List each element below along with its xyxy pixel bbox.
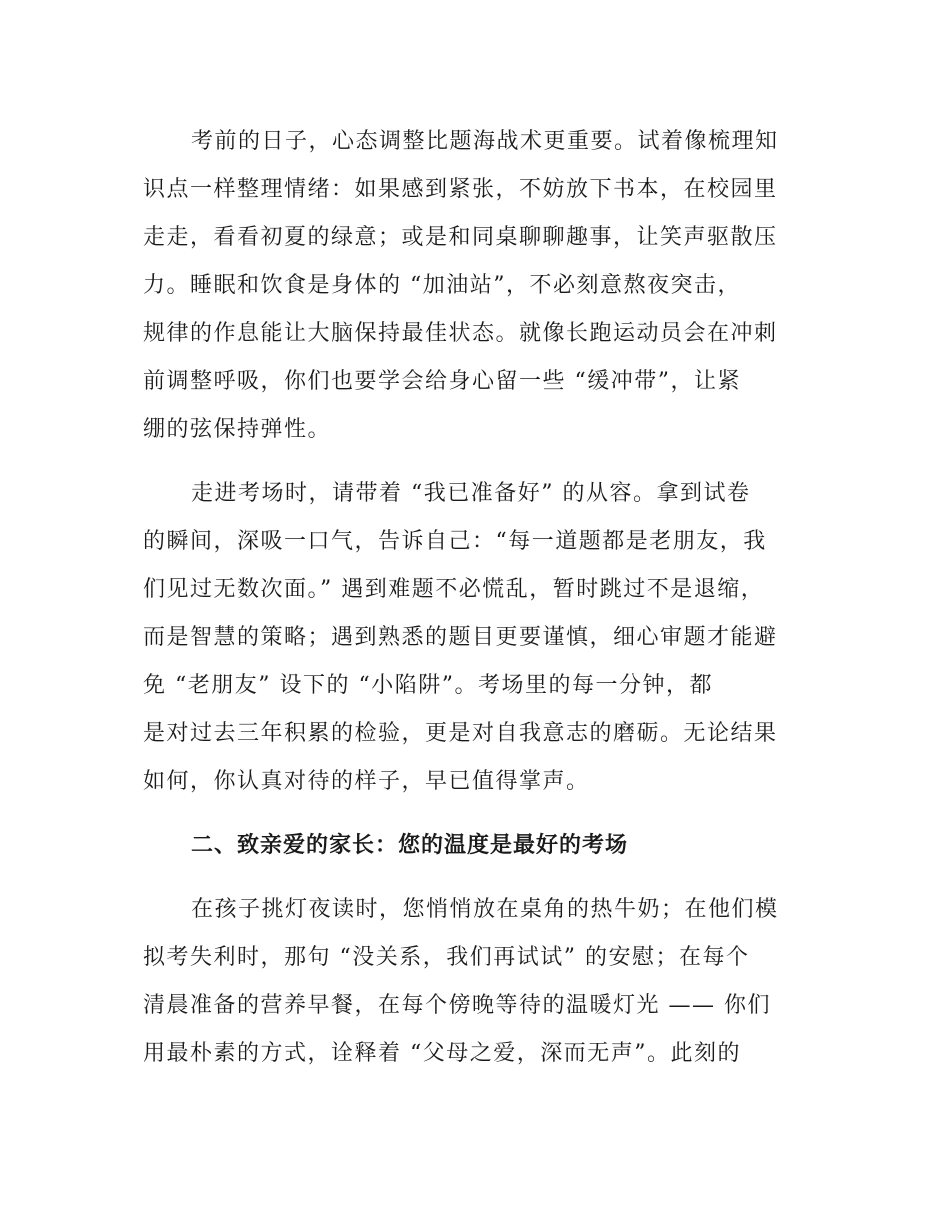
paragraph-exam-room — [143, 470, 810, 806]
text-line: 的瞬间，深吸一口气，告诉自己：“每一道题都是老朋友，我 — [143, 529, 767, 554]
text-line: 拟考失利时，那句 “没关系，我们再试试” 的安慰；在每个 — [143, 945, 750, 970]
document-body — [143, 118, 810, 1078]
text-line: 而是智慧的策略；遇到熟悉的题目更要谨慎，细心审题才能避 — [143, 625, 778, 650]
text-line: 清晨准备的营养早餐，在每个傍晚等待的温暖灯光 —— 你们 — [143, 993, 771, 1018]
paragraph-exam-mindset — [143, 118, 810, 454]
text-line: 识点一样整理情绪：如果感到紧张，不妨放下书本，在校园里 — [143, 177, 778, 202]
section-heading-text: 二、致亲爱的家长：您的温度是最好的考场 — [191, 833, 629, 858]
text-line: 规律的作息能让大脑保持最佳状态。就像长跑运动员会在冲刺 — [143, 321, 778, 346]
text-line: 走走，看看初夏的绿意；或是和同桌聊聊趣事，让笑声驱散压 — [143, 225, 778, 250]
paragraph-spacer — [143, 806, 810, 822]
section-heading — [143, 822, 810, 870]
text-line: 绷的弦保持弹性。 — [143, 417, 332, 442]
text-line: 力。睡眠和饮食是身体的 “加油站”，不必刻意熬夜突击， — [143, 273, 741, 298]
text-line: 如何，你认真对待的样子，早已值得掌声。 — [143, 769, 590, 794]
paragraph-spacer — [143, 454, 810, 470]
text-line: 免 “老朋友” 设下的 “小陷阱”。考场里的每一分钟，都 — [143, 673, 713, 698]
paragraph-spacer — [143, 870, 810, 886]
text-line: 走进考场时，请带着 “我已准备好” 的从容。拿到试卷 — [191, 481, 751, 506]
text-line: 前调整呼吸，你们也要学会给身心留一些 “缓冲带”，让紧 — [143, 369, 741, 394]
text-line: 是对过去三年积累的检验，更是对自我意志的磨砺。无论结果 — [143, 721, 778, 746]
text-line: 在孩子挑灯夜读时，您悄悄放在桌角的热牛奶；在他们模 — [191, 897, 779, 922]
text-line: 用最朴素的方式，诠释着 “父母之爱，深而无声”。此刻的 — [143, 1041, 741, 1066]
paragraph-parents — [143, 886, 810, 1078]
text-line: 们见过无数次面。” 遇到难题不必慌乱，暂时跳过不是退缩， — [143, 577, 765, 602]
text-line: 考前的日子，心态调整比题海战术更重要。试着像梳理知 — [191, 129, 779, 154]
